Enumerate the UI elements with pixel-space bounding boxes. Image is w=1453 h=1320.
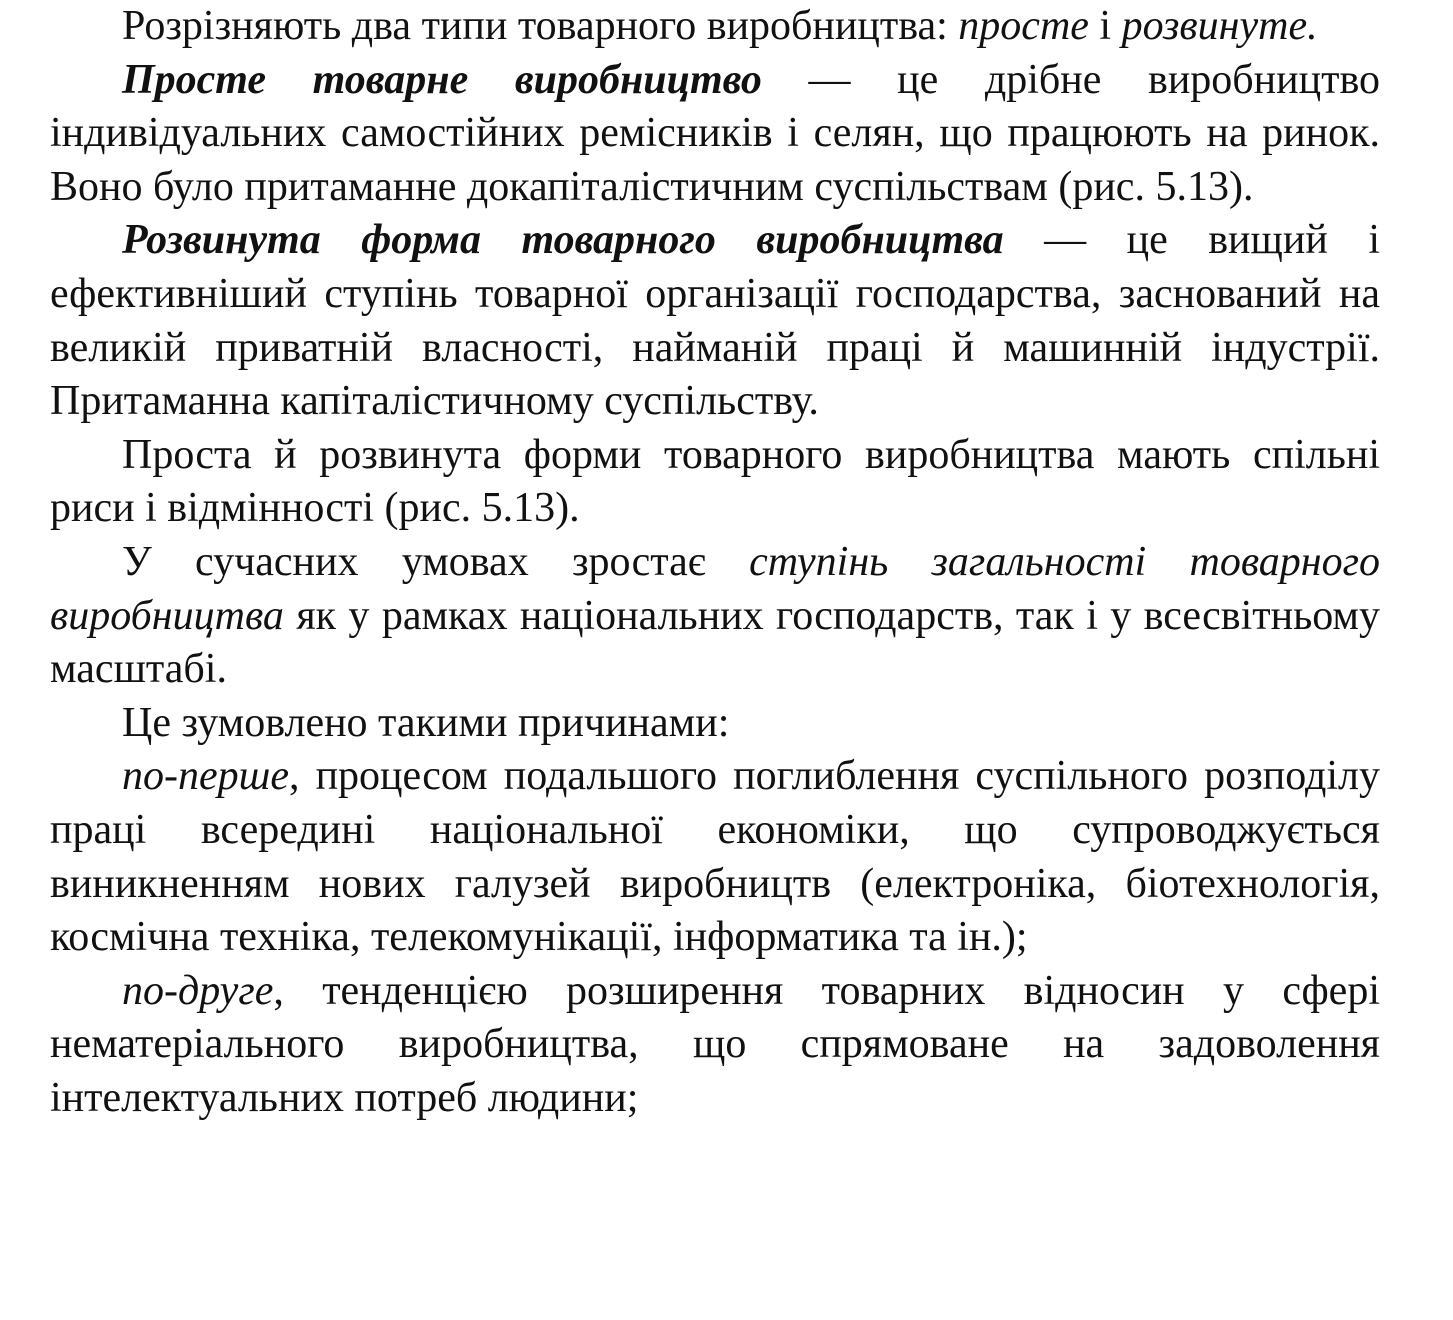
term-simple: просте — [958, 3, 1089, 49]
paragraph-reason-second — [50, 965, 1380, 1126]
paragraph-developed-definition — [50, 214, 1380, 428]
text-run: — це дрібне виробництво індивідуальних самостійних ремісників і селян, що працюють на ринок. Воно було притаманне докапіталістичним суспільствам (рис. 5.13). — [50, 56, 1380, 210]
paragraph-types-intro — [50, 0, 1380, 54]
paragraph-modern-conditions — [50, 536, 1380, 697]
text-run: і — [1088, 3, 1122, 49]
text-run: Розрізняють два типи товарного виробництва: — [122, 3, 959, 49]
paragraph-reasons-intro — [50, 697, 1380, 751]
text-run: , тенденцією розширення товарних відносин у сфері нематеріального виробництва, що спрямоване на задоволення інтелектуальних потреб людини; — [50, 967, 1380, 1121]
definition-term-developed-form: Розвинута форма товарного виробництва — [122, 217, 1004, 264]
text-run: як у рамках національних господарств, так і у всесвітньому масштабі. — [50, 592, 1380, 693]
text-run: У сучасних умовах зростає — [122, 538, 750, 585]
definition-term-simple-production: Просте товарне виробництво — [122, 56, 762, 103]
list-marker-first: по-перше — [122, 753, 289, 800]
text-run: Проста й розвинута форми товарного виробництва мають спільні риси і відмінності (рис. 5.13). — [50, 431, 1380, 532]
list-marker-second: по-друге — [122, 967, 274, 1014]
text-run: , процесом подальшого поглиблення суспільного розподілу праці всередині національної економіки, що супроводжується виникненням нових галузей виробництв (електроніка, біотехнологія, космічна техніка, телекомунікації, інформатика та ін.); — [50, 753, 1380, 961]
term-generality-degree: ступінь загальності товарного виробництва — [50, 538, 1380, 639]
text-run: Це зумовлено такими причинами: — [122, 699, 730, 746]
paragraph-common-features — [50, 429, 1380, 536]
text-run: — це вищий і ефективніший ступінь товарної організації господарства, заснований на великій приватній власності, найманій праці й машинній індустрії. Притаманна капіталістичному суспільству. — [50, 217, 1380, 425]
paragraph-reason-first — [50, 750, 1380, 964]
term-developed: розвинуте. — [1121, 3, 1318, 49]
document-page — [50, 0, 1380, 1125]
paragraph-simple-definition — [50, 54, 1380, 215]
